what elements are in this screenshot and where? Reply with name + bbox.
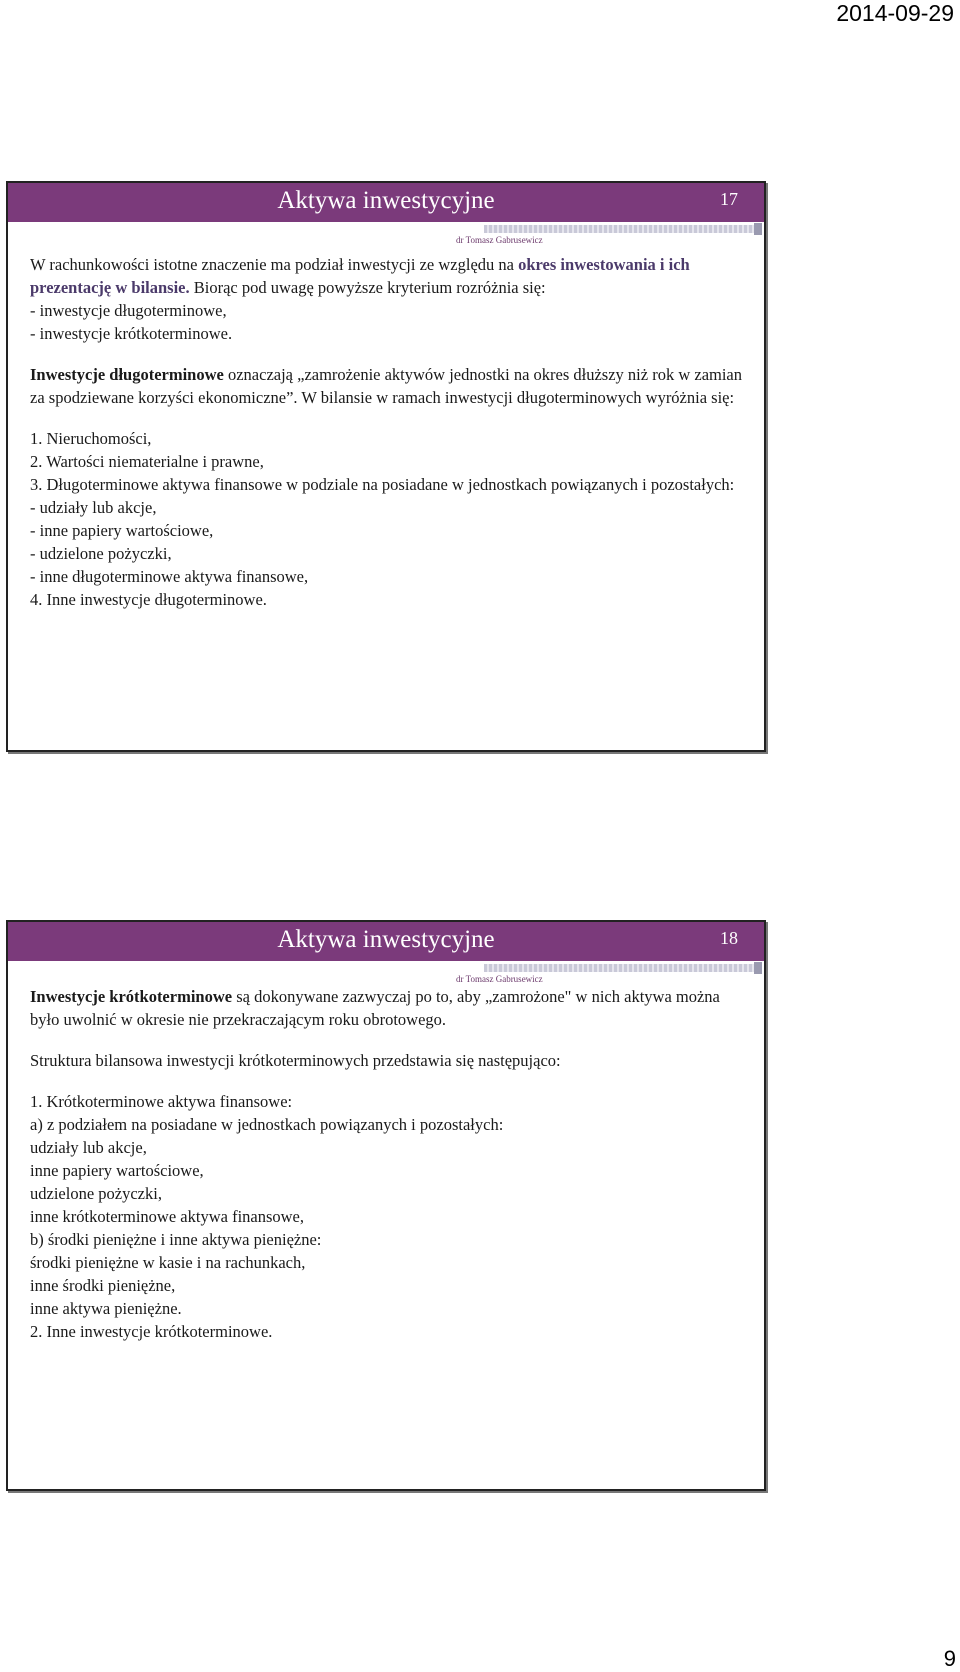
- list-item: inne aktywa pieniężne.: [30, 1299, 182, 1318]
- list-item: 3. Długoterminowe aktywa finansowe w podziale na posiadane w jednostkach powiązanych i pozostałych:: [30, 475, 735, 494]
- slide-18: [6, 920, 766, 1491]
- list-item: - inwestycje długoterminowe,: [30, 301, 227, 320]
- definition-paragraph: Inwestycje krótkoterminowe są dokonywane zazwyczaj po to, aby „zamrożone" w nich aktywa można było uwolnić w okresie nie przekraczającym roku obrotowego.: [30, 987, 720, 1029]
- list-item: środki pieniężne w kasie i na rachunkach,: [30, 1253, 306, 1272]
- page-number: 9: [943, 1646, 956, 1671]
- slide-body: [30, 985, 750, 1343]
- list-item: - udzielone pożyczki,: [30, 544, 172, 563]
- slide-title: Aktywa inwestycyjne: [277, 926, 495, 953]
- list-item: inne krótkoterminowe aktywa finansowe,: [30, 1207, 305, 1226]
- slide-author: dr Tomasz Gabrusewicz: [456, 974, 543, 984]
- list-item: udzielone pożyczki,: [30, 1184, 162, 1203]
- list-item: b) środki pieniężne i inne aktywa pieniężne:: [30, 1230, 322, 1249]
- list-item: inne papiery wartościowe,: [30, 1161, 204, 1180]
- slide-title-bar: [8, 922, 764, 961]
- list-item: udziały lub akcje,: [30, 1138, 147, 1157]
- list-item: - inne długoterminowe aktywa finansowe,: [30, 567, 309, 586]
- list-item: - inne papiery wartościowe,: [30, 521, 214, 540]
- list-item: - inwestycje krótkoterminowe.: [30, 324, 233, 343]
- slide-title-bar: [8, 183, 764, 222]
- slide-17: [6, 181, 766, 752]
- slide-number: 17: [720, 189, 738, 209]
- slide-number: 18: [720, 928, 738, 948]
- slide-author: dr Tomasz Gabrusewicz: [456, 235, 543, 245]
- slide-body: [30, 253, 750, 611]
- title-decoration: [484, 225, 762, 233]
- structure-paragraph: Struktura bilansowa inwestycji krótkoterminowych przedstawia się następująco:: [30, 1051, 561, 1070]
- title-decoration: [484, 964, 762, 972]
- bold-term: Inwestycje krótkoterminowe: [30, 987, 233, 1006]
- list-item: 2. Wartości niematerialne i prawne,: [30, 452, 264, 471]
- list-item: 4. Inne inwestycje długoterminowe.: [30, 590, 267, 609]
- definition-paragraph: Inwestycje długoterminowe oznaczają „zamrożenie aktywów jednostki na okres dłuższy niż rok w zamian za spodziewane korzyści ekonomiczne”. W bilansie w ramach inwestycji długoterminowych wyróżnia się:: [30, 365, 743, 407]
- slide-title: Aktywa inwestycyjne: [277, 187, 495, 214]
- list-item: a) z podziałem na posiadane w jednostkach powiązanych i pozostałych:: [30, 1115, 504, 1134]
- list-item: inne środki pieniężne,: [30, 1276, 176, 1295]
- page-date: 2014-09-29: [836, 0, 954, 26]
- list-item: 2. Inne inwestycje krótkoterminowe.: [30, 1322, 273, 1341]
- highlight-text: okres inwestowania i ich prezentację w bilansie.: [30, 255, 690, 297]
- bold-term: Inwestycje długoterminowe: [30, 365, 224, 384]
- list-item: 1. Krótkoterminowe aktywa finansowe:: [30, 1092, 293, 1111]
- intro-paragraph: W rachunkowości istotne znaczenie ma podział inwestycji ze względu na okres inwestowania i ich prezentację w bilansie. Biorąc pod uwagę powyższe kryterium rozróżnia się:: [30, 255, 690, 297]
- list-item: 1. Nieruchomości,: [30, 429, 152, 448]
- list-item: - udziały lub akcje,: [30, 498, 157, 517]
